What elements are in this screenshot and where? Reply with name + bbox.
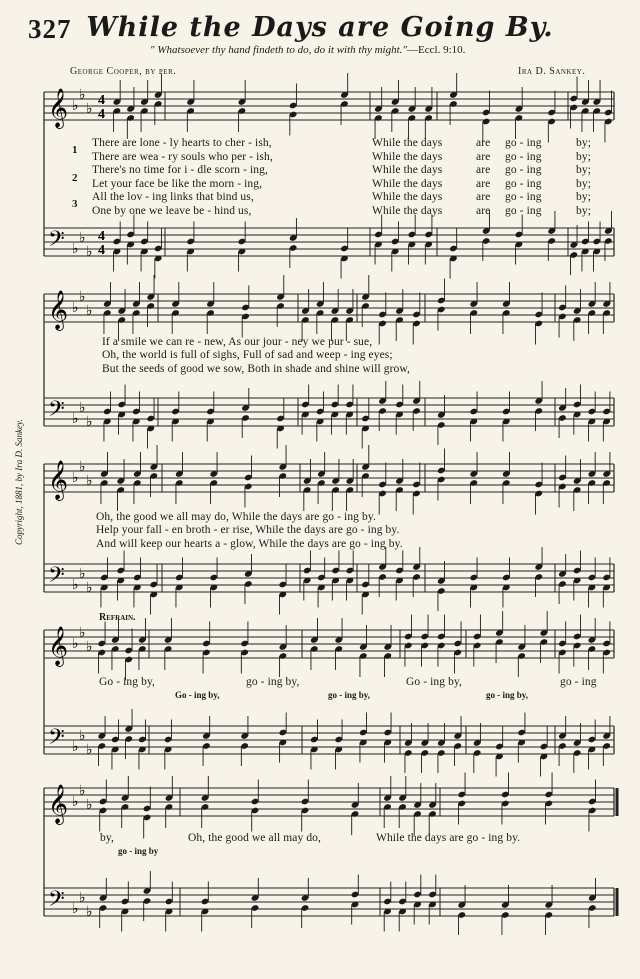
lyric-phrase: go - ing <box>505 151 542 163</box>
lyric-phrase: While the days are go - ing by. <box>376 832 521 844</box>
system-2-lyric-line-1 <box>0 336 640 350</box>
lyric-phrase: are <box>476 164 491 176</box>
verse-number-3: 3 <box>72 198 78 210</box>
time-signature: 4 <box>98 243 105 258</box>
system-5-alto-lyrics <box>0 846 640 860</box>
flat-icon: ♭ <box>86 742 93 758</box>
lyric-phrase: by; <box>576 178 591 190</box>
system-1-lyric-line-2 <box>0 151 640 165</box>
lyric-phrase: are <box>476 151 491 163</box>
flat-icon: ♭ <box>79 459 86 475</box>
lyric-phrase: While the days <box>372 205 443 217</box>
lyric-phrase: by; <box>576 151 591 163</box>
lyric-phrase: by; <box>576 137 591 149</box>
lyric-phrase: Oh, the good we all may do, <box>188 832 322 844</box>
system-3-lyric-line-3 <box>0 538 640 552</box>
system-5-soprano-lyrics <box>0 832 640 846</box>
flat-icon: ♭ <box>86 303 93 319</box>
lyric-phrase: go - ing <box>505 205 542 217</box>
lyric-phrase: There are lone - ly hearts to cher - ish, <box>92 137 272 149</box>
lyric-line: Oh, the world is full of sighs, Full of sad and weep - ing eyes; <box>102 349 393 361</box>
lyric-line: Help your fall - en broth - er rise, While the days are go - ing by. <box>96 524 400 536</box>
epigraph-text: " Whatsoever thy hand findeth to do, do it with thy might." <box>150 44 408 56</box>
lyric-phrase: go - ing by <box>118 846 159 856</box>
lyric-phrase: are <box>476 205 491 217</box>
flat-icon: ♭ <box>72 300 79 316</box>
lyric-phrase: by; <box>576 205 591 217</box>
hymn-title: While the Days are Going By. <box>86 12 554 43</box>
lyric-line: But the seeds of good we sow, Both in shade and shine will grow, <box>102 363 411 375</box>
flat-icon: ♭ <box>79 728 86 744</box>
verse-number-1: 1 <box>72 144 78 156</box>
bass-clef-icon: 𝄢 <box>48 227 65 257</box>
flat-icon: ♭ <box>72 98 79 114</box>
system-1-lyric-line-1 <box>0 137 640 151</box>
lyric-phrase: by; <box>576 191 591 203</box>
treble-clef-icon: 𝄞 <box>48 626 69 666</box>
bass-clef-icon: 𝄢 <box>48 725 65 755</box>
lyric-phrase: go - ing by, <box>246 676 300 688</box>
lyricist-credit: George Cooper, by per. <box>70 66 177 77</box>
lyric-line: Oh, the good we all may do, While the days are go - ing by. <box>96 511 376 523</box>
flat-icon: ♭ <box>86 580 93 596</box>
flat-icon: ♭ <box>86 797 93 813</box>
system-1-lyric-line-6 <box>0 205 640 219</box>
flat-icon: ♭ <box>72 241 79 257</box>
system-5-staves <box>0 780 640 940</box>
system-4-alto-lyrics <box>0 690 640 704</box>
hymn-number: 327 <box>28 14 72 44</box>
lyric-phrase: While the days <box>372 178 443 190</box>
lyric-phrase: go - ing by, <box>486 690 529 700</box>
copyright-notice: Copyright, 1881, by Ira D. Sankey. <box>14 419 24 545</box>
lyric-phrase: While the days <box>372 164 443 176</box>
system-4-soprano-lyrics <box>0 676 640 690</box>
flat-icon: ♭ <box>79 566 86 582</box>
time-signature: 4 <box>98 93 105 108</box>
treble-clef-icon: 𝄞 <box>48 290 69 330</box>
refrain-label: Refrain. <box>99 612 136 623</box>
treble-clef-icon: 𝄞 <box>48 784 69 824</box>
lyric-phrase: All the lov - ing links that bind us, <box>92 191 254 203</box>
flat-icon: ♭ <box>79 890 86 906</box>
flat-icon: ♭ <box>72 411 79 427</box>
flat-icon: ♭ <box>72 470 79 486</box>
verse-number-2: 2 <box>72 172 78 184</box>
flat-icon: ♭ <box>79 289 86 305</box>
lyric-phrase: While the days <box>372 151 443 163</box>
flat-icon: ♭ <box>72 794 79 810</box>
flat-icon: ♭ <box>79 87 86 103</box>
flat-icon: ♭ <box>72 636 79 652</box>
treble-clef-icon: 𝄞 <box>48 88 69 128</box>
flat-icon: ♭ <box>86 639 93 655</box>
flat-icon: ♭ <box>86 101 93 117</box>
epigraph-reference: —Eccl. 9:10. <box>407 44 466 56</box>
flat-icon: ♭ <box>86 904 93 920</box>
flat-icon: ♭ <box>86 414 93 430</box>
lyric-phrase: One by one we leave be - hind us, <box>92 205 252 217</box>
bass-clef-icon: 𝄢 <box>48 563 65 593</box>
lyric-phrase: Let your face be like the morn - ing, <box>92 178 263 190</box>
treble-clef-icon: 𝄞 <box>48 460 69 500</box>
system-3-lyric-line-1 <box>0 511 640 525</box>
lyric-phrase: by; <box>576 164 591 176</box>
lyric-phrase: There are wea - ry souls who per - ish, <box>92 151 273 163</box>
lyric-phrase: Go - ing by, <box>406 676 463 688</box>
bass-clef-icon: 𝄢 <box>48 397 65 427</box>
lyric-phrase: There's no time for i - dle scorn - ing, <box>92 164 268 176</box>
system-1-lyric-line-3 <box>0 164 640 178</box>
lyric-phrase: Go - ing by, <box>175 690 220 700</box>
lyric-phrase: go - ing <box>505 178 542 190</box>
flat-icon: ♭ <box>86 473 93 489</box>
lyric-line: If a smile we can re - new, As our jour - ney we pur - sue, <box>102 336 373 348</box>
lyric-phrase: go - ing <box>505 137 542 149</box>
lyric-phrase: go - ing <box>505 164 542 176</box>
lyric-phrase: are <box>476 191 491 203</box>
flat-icon: ♭ <box>86 244 93 260</box>
lyric-phrase: are <box>476 137 491 149</box>
system-1-lyric-line-4 <box>0 178 640 192</box>
system-2-lyric-line-2 <box>0 349 640 363</box>
flat-icon: ♭ <box>79 783 86 799</box>
flat-icon: ♭ <box>72 577 79 593</box>
lyric-phrase: go - ing by, <box>328 690 371 700</box>
system-3-lyric-line-2 <box>0 524 640 538</box>
flat-icon: ♭ <box>79 230 86 246</box>
lyric-phrase: While the days <box>372 191 443 203</box>
flat-icon: ♭ <box>79 625 86 641</box>
flat-icon: ♭ <box>72 739 79 755</box>
system-1-lyric-line-5 <box>0 191 640 205</box>
lyric-phrase: While the days <box>372 137 443 149</box>
flat-icon: ♭ <box>79 400 86 416</box>
flat-icon: ♭ <box>72 901 79 917</box>
bass-clef-icon: 𝄢 <box>48 887 65 917</box>
lyric-phrase: go - ing <box>505 191 542 203</box>
lyric-line: And will keep our hearts a - glow, While the days are go - ing by. <box>96 538 403 550</box>
lyric-phrase: are <box>476 178 491 190</box>
time-signature: 4 <box>98 107 105 122</box>
lyric-phrase: Go - ing by, <box>99 676 156 688</box>
lyric-phrase: by, <box>100 832 114 844</box>
time-signature: 4 <box>98 229 105 244</box>
system-2-lyric-line-3 <box>0 363 640 377</box>
composer-credit: Ira D. Sankey. <box>518 66 586 77</box>
lyric-phrase: go - ing <box>560 676 597 688</box>
epigraph <box>150 44 465 56</box>
